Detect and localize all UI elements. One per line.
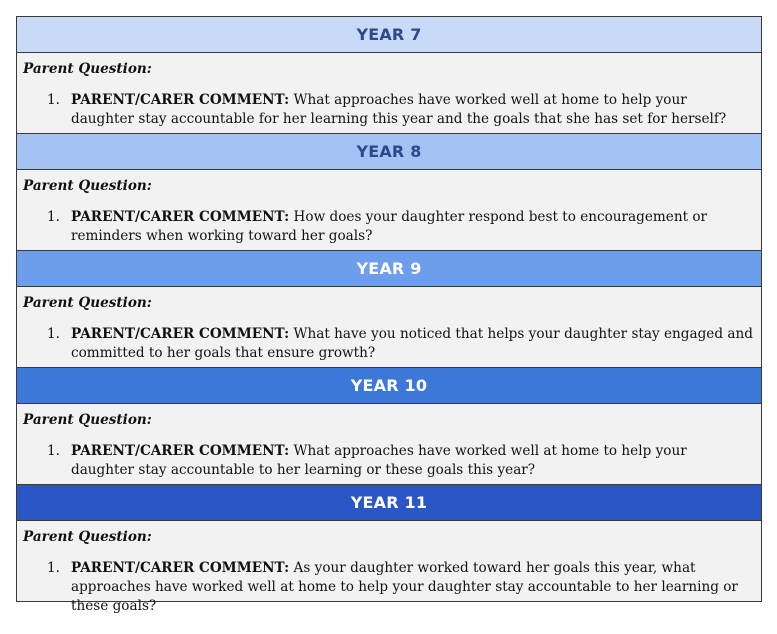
section-body-year-9 xyxy=(17,287,761,368)
parent-question-label: Parent Question: xyxy=(23,61,152,77)
list-item-text xyxy=(71,208,753,246)
list-item-text xyxy=(71,325,753,363)
list-item-text xyxy=(71,91,753,129)
list-item-number: 1. xyxy=(47,560,60,576)
section-header-year-9 xyxy=(17,251,761,287)
section-header-label: YEAR 10 xyxy=(350,376,428,395)
parent-question-label: Parent Question: xyxy=(23,295,152,311)
comment-question: What approaches have worked well at home to help your daughter stay accountable for her learning this year and the goals that she has set for herself? xyxy=(71,92,727,127)
comment-question: What approaches have worked well at home to help your daughter stay accountable to her learning or these goals this year? xyxy=(71,443,687,478)
comment-question: How does your daughter respond best to encouragement or reminders when working toward her goals? xyxy=(71,209,708,244)
list-item-number: 1. xyxy=(47,443,60,459)
list-item-number: 1. xyxy=(47,92,60,108)
section-header-label: YEAR 11 xyxy=(350,493,428,512)
year-questions-table xyxy=(16,16,762,614)
parent-question-label: Parent Question: xyxy=(23,529,152,545)
comment-label: PARENT/CARER COMMENT: xyxy=(71,92,290,108)
section-header-year-10 xyxy=(17,368,761,404)
section-header-label: YEAR 9 xyxy=(356,259,422,278)
list-item xyxy=(47,559,753,616)
list-item xyxy=(47,442,753,480)
section-header-year-7 xyxy=(17,17,761,53)
list-item xyxy=(47,208,753,246)
list-item-text xyxy=(71,442,753,480)
list-item xyxy=(47,91,753,129)
parent-question-label: Parent Question: xyxy=(23,178,152,194)
section-header-year-11 xyxy=(17,485,761,521)
comment-label: PARENT/CARER COMMENT: xyxy=(71,560,290,576)
section-body-year-10 xyxy=(17,404,761,485)
section-body-year-8 xyxy=(17,170,761,251)
list-item-text xyxy=(71,559,753,616)
section-body-year-7 xyxy=(17,53,761,134)
comment-label: PARENT/CARER COMMENT: xyxy=(71,326,290,342)
section-header-label: YEAR 8 xyxy=(356,142,422,161)
parent-question-label: Parent Question: xyxy=(23,412,152,428)
comment-label: PARENT/CARER COMMENT: xyxy=(71,209,290,225)
section-header-label: YEAR 7 xyxy=(356,25,422,44)
comment-question: As your daughter worked toward her goals this year, what approaches have worked well at home to help your daughter stay accountable to her learning or these goals? xyxy=(71,560,738,614)
list-item-number: 1. xyxy=(47,326,60,342)
section-header-year-8 xyxy=(17,134,761,170)
list-item xyxy=(47,325,753,363)
comment-label: PARENT/CARER COMMENT: xyxy=(71,443,290,459)
section-body-year-11 xyxy=(17,521,761,614)
comment-question: What have you noticed that helps your daughter stay engaged and committed to her goals that ensure growth? xyxy=(71,326,753,361)
list-item-number: 1. xyxy=(47,209,60,225)
